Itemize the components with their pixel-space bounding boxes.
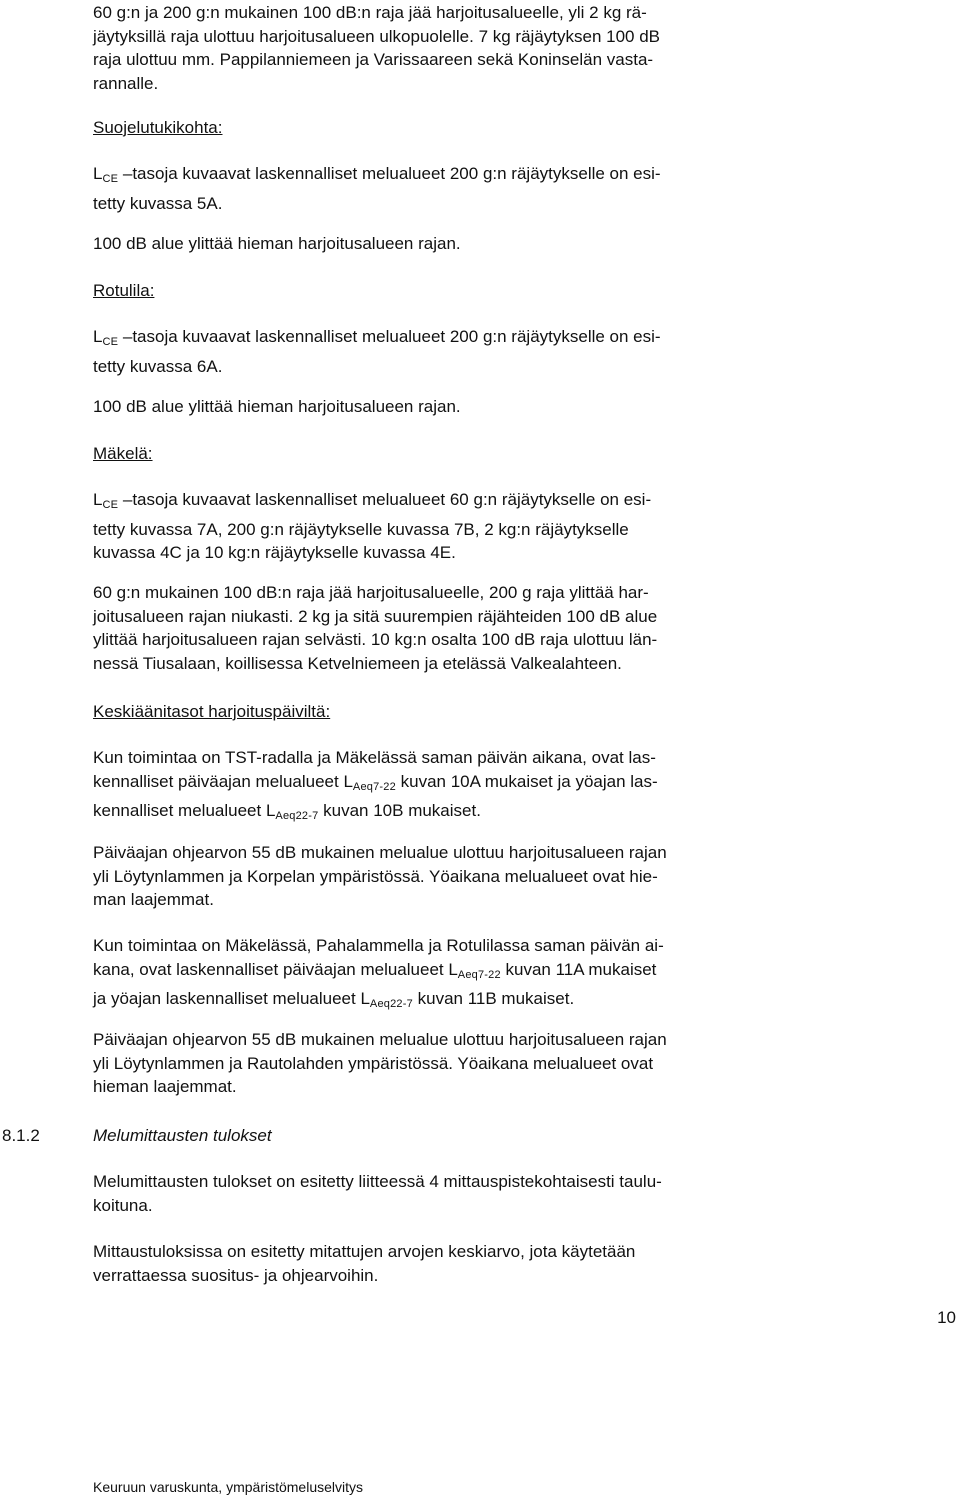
section-paragraph-1: [93, 1170, 863, 1217]
suojelu-paragraph: [93, 162, 863, 215]
text-line: Melumittausten tulokset on esitetty liitteessä 4 mittauspistekohtaisesti taulu-: [93, 1172, 662, 1191]
keski-paragraph-1: [93, 746, 863, 829]
text-line: tetty kuvassa 5A.: [93, 193, 223, 213]
keski-paragraph-2: [93, 841, 863, 912]
intro-paragraph: [93, 1, 863, 95]
text-line: rannalle.: [93, 73, 159, 93]
text-line: ja yöajan laskennalliset melualueet $L_{Aeq22-7}$ kuvan 11B mukaiset.: [93, 989, 575, 1010]
text-line: nessä Tiusalaan, koillisessa Ketvelniemeen ja etelässä Valkealahteen.: [93, 653, 622, 673]
keski-paragraph-4: [93, 1028, 863, 1099]
text-line: man laajemmat.: [93, 890, 214, 909]
keski-heading: Keskiäänitasot harjoituspäiviltä:: [93, 702, 331, 721]
text-line: kennalliset melualueet $L_{Aeq22-7}$ kuvan 10B mukaiset.: [93, 801, 481, 822]
text-line: hieman laajemmat.: [93, 1077, 237, 1096]
text-line: Päiväajan ohjearvon 55 dB mukainen melualue ulottuu harjoitusalueen rajan: [93, 1030, 667, 1049]
text-line: kana, ovat laskennalliset päiväajan melualueet $L_{Aeq7-22}$ kuvan 11A mukaiset: [93, 959, 657, 981]
text-line: yli Löytynlammen ja Rautolahden ympäristössä. Yöaikana melualueet ovat: [93, 1053, 654, 1073]
text-line: 60 g:n ja 200 g:n mukainen 100 dB:n raja jää harjoitusalueelle, yli 2 kg rä-: [93, 3, 647, 22]
text-line: jäytyksillä raja ulottuu harjoitusalueen ulkopuolelle. 7 kg räjäytyksen 100 dB: [93, 26, 661, 46]
text-line: Päiväajan ohjearvon 55 dB mukainen melualue ulottuu harjoitusalueen rajan: [93, 843, 667, 862]
section-number: 8.1.2: [2, 1126, 40, 1145]
text-line: yli Löytynlammen ja Korpelan ympäristössä. Yöaikana melualueet ovat hie-: [93, 866, 658, 886]
text-line: kennalliset päiväajan melualueet $L_{Aeq7-22}$ kuvan 10A mukaiset ja yöajan las-: [93, 771, 658, 793]
makela-paragraph: [93, 488, 863, 565]
suojelu-note: 100 dB alue ylittää hieman harjoitusalueen rajan.: [93, 234, 461, 253]
makela-heading: Mäkelä:: [93, 444, 153, 463]
text-line: tetty kuvassa 7A, 200 g:n räjäytykselle kuvassa 7B, 2 kg:n räjäytykselle: [93, 519, 629, 539]
footer-text: Keuruun varuskunta, ympäristömeluselvitys: [93, 1479, 364, 1495]
text-line: $L_{CE}$ –tasoja kuvaavat laskennalliset melualueet 200 g:n räjäytykselle on esi-: [93, 164, 661, 185]
makela-paragraph-2: [93, 581, 863, 675]
rotulila-paragraph: [93, 325, 863, 378]
text-line: $L_{CE}$ –tasoja kuvaavat laskennalliset melualueet 60 g:n räjäytykselle on esi-: [93, 490, 652, 511]
text-line: 60 g:n mukainen 100 dB:n raja jää harjoitusalueelle, 200 g raja ylittää har-: [93, 583, 649, 602]
text-line: Kun toimintaa on TST-radalla ja Mäkelässä saman päivän aikana, ovat las-: [93, 748, 656, 767]
text-line: joitusalueen rajan niukasti. 2 kg ja sitä suurempien räjähteiden 100 dB alue: [93, 606, 658, 626]
text-line: kuvassa 4C ja 10 kg:n räjäytykselle kuvassa 4E.: [93, 543, 456, 562]
text-line: raja ulottuu mm. Pappilanniemeen ja Varissaareen sekä Koninselän vasta-: [93, 50, 654, 69]
text-line: $L_{CE}$ –tasoja kuvaavat laskennalliset melualueet 200 g:n räjäytykselle on esi-: [93, 327, 661, 348]
rotulila-note: 100 dB alue ylittää hieman harjoitusalueen rajan.: [93, 397, 461, 416]
text-line: koituna.: [93, 1195, 153, 1215]
keski-paragraph-3: [93, 934, 863, 1017]
page-number: 10: [937, 1308, 956, 1327]
text-line: Mittaustuloksissa on esitetty mitattujen arvojen keskiarvo, jota käytetään: [93, 1242, 636, 1261]
text-line: verrattaessa suositus- ja ohjearvoihin.: [93, 1265, 379, 1285]
section-title: Melumittausten tulokset: [93, 1126, 272, 1145]
rotulila-heading: Rotulila:: [93, 281, 155, 300]
text-line: tetty kuvassa 6A.: [93, 356, 223, 376]
text-line: ylittää harjoitusalueen rajan selvästi. 10 kg:n osalta 100 dB raja ulottuu län-: [93, 630, 658, 649]
section-paragraph-2: [93, 1240, 863, 1287]
text-line: Kun toimintaa on Mäkelässä, Pahalammella ja Rotulilassa saman päivän ai-: [93, 936, 664, 955]
suojelu-heading: Suojelutukikohta:: [93, 118, 223, 137]
